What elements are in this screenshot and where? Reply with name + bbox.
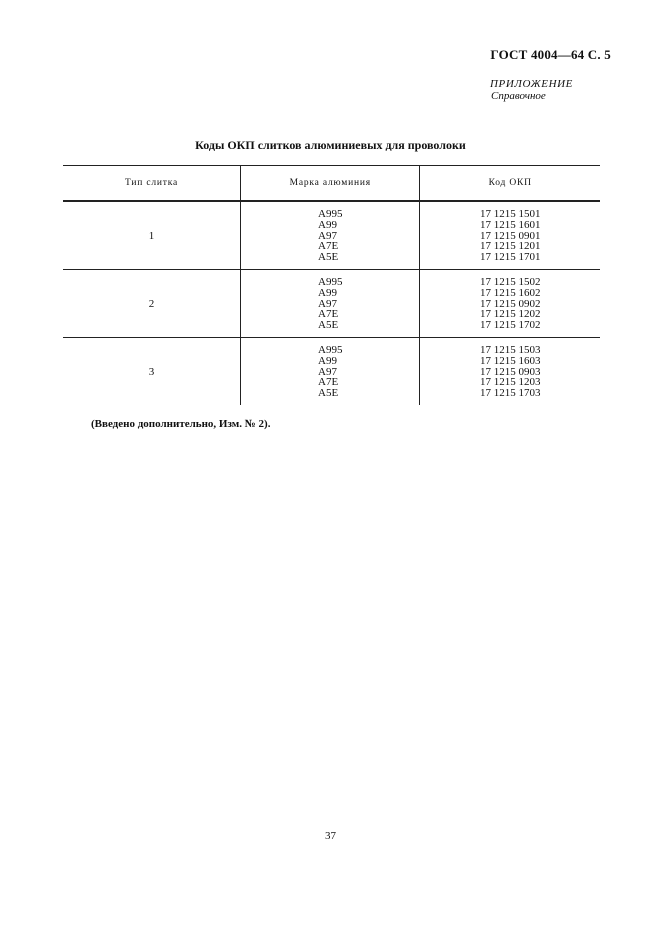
- appendix-subtitle: Справочное: [491, 90, 546, 102]
- appendix-title: ПРИЛОЖЕНИЕ: [490, 78, 573, 90]
- okp-code-value: 17 1215 1502: [479, 275, 541, 288]
- okp-code-value: 17 1215 1702: [479, 319, 541, 332]
- grade-cell: [241, 201, 420, 269]
- okp-code-value: 17 1215 0903: [479, 365, 541, 378]
- okp-code-value: 17 1215 1603: [479, 354, 541, 367]
- grade-value: А7Е: [318, 308, 339, 321]
- okp-table-wrapper: [63, 165, 600, 405]
- okp-codes-table: [63, 165, 600, 405]
- okp-code-value: 17 1215 1701: [479, 251, 541, 264]
- grade-value: А995: [318, 208, 343, 220]
- okp-code-value: 17 1215 1202: [479, 308, 541, 321]
- grade-value: А5Е: [318, 387, 339, 400]
- okp-code-value: 17 1215 0902: [479, 297, 541, 310]
- grade-value: А5Е: [318, 319, 339, 332]
- okp-code-value: 17 1215 0901: [479, 229, 541, 242]
- grade-value: А995: [318, 275, 343, 288]
- okp-code-value: 17 1215 1601: [479, 218, 541, 231]
- okp-code-cell: [420, 201, 600, 269]
- okp-code-cell: [420, 337, 600, 404]
- grade-value: А97: [318, 297, 337, 310]
- table-row: [63, 269, 600, 337]
- grade-value: А7Е: [318, 240, 339, 253]
- okp-code-value: 17 1215 1501: [479, 208, 541, 220]
- appendix-label: [490, 78, 573, 102]
- document-code: ГОСТ 4004—64 С. 5: [490, 47, 611, 62]
- grade-value: А97: [318, 365, 337, 378]
- table-title: Коды ОКП слитков алюминиевых для проволоки: [195, 138, 466, 152]
- okp-code-cell: [420, 269, 600, 337]
- table-row: [63, 337, 600, 404]
- column-header-aluminium-grade: Марка алюминия: [241, 166, 420, 202]
- grade-value: А7Е: [318, 376, 339, 389]
- okp-code-value: 17 1215 1503: [479, 343, 541, 356]
- page-number: 37: [325, 830, 336, 842]
- amendment-note: (Введено дополнительно, Изм. № 2).: [91, 418, 271, 430]
- grade-cell: [241, 269, 420, 337]
- table-header-row: [63, 166, 600, 202]
- column-header-ingot-type: Тип слитка: [63, 166, 241, 202]
- table-row: [63, 201, 600, 269]
- okp-code-value: 17 1215 1203: [479, 376, 541, 389]
- okp-code-value: 17 1215 1201: [479, 240, 541, 253]
- ingot-type-cell: 1: [148, 229, 155, 242]
- grade-value: А99: [318, 218, 337, 231]
- okp-code-value: 17 1215 1602: [479, 286, 541, 299]
- grade-cell: [241, 337, 420, 404]
- okp-code-value: 17 1215 1703: [479, 387, 541, 400]
- column-header-okp-code: Код ОКП: [420, 166, 600, 202]
- grade-value: А99: [318, 354, 337, 367]
- grade-value: А995: [318, 343, 343, 356]
- ingot-type-cell: 3: [63, 337, 241, 404]
- grade-value: А5Е: [318, 251, 339, 264]
- grade-value: А97: [318, 229, 337, 242]
- grade-value: А99: [318, 286, 337, 299]
- ingot-type-cell: 2: [63, 269, 241, 337]
